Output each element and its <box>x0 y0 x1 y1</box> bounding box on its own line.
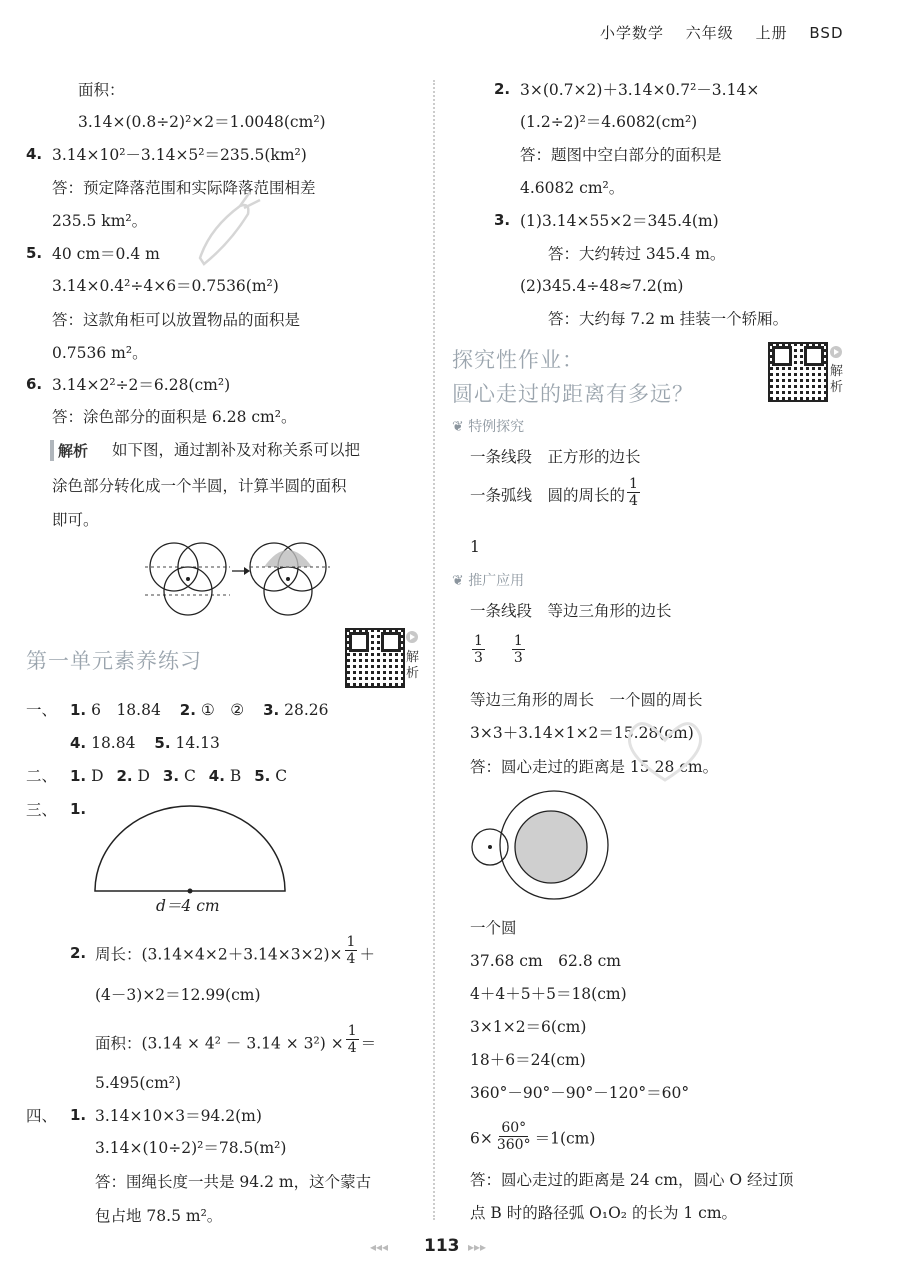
q6-line-1: 3.14×2²÷2＝6.28(cm²) <box>52 376 231 394</box>
arc-text: 一条弧线 圆的周长的 <box>470 486 626 505</box>
r-q3-line-4: 答：大约每 7.2 m 挂装一个轿厢。 <box>548 310 789 328</box>
sub2-text: 推广应用 <box>468 573 525 589</box>
r-triangle-perimeter: 等边三角形的周长 一个圆的周长 <box>470 691 703 709</box>
frac-num: 1 <box>629 476 638 492</box>
frac-den: 3 <box>513 650 523 666</box>
s2-n5: 5. <box>254 767 271 785</box>
r-q2-line-1: 3×(0.7×2)＋3.14×0.7²－3.14× <box>520 81 760 99</box>
r-calc-angle: 360°－90°－90°－120°＝60° <box>470 1084 690 1102</box>
s1-a4: 18.84 <box>91 734 136 752</box>
q4-line-2: 答：预定降落范围和实际降落范围相差 <box>52 179 316 197</box>
r-q2-number: 2. <box>494 80 511 98</box>
r-calc-15-28: 3×3＋3.14×1×2＝15.28(cm) <box>470 724 694 742</box>
s3-q2-eq: ＝ <box>360 1034 377 1053</box>
semicircle-diameter-label: d＝4 cm <box>156 897 220 915</box>
qr-code-inquiry[interactable] <box>768 342 828 402</box>
q6-line-2: 答：涂色部分的面积是 6.28 cm²。 <box>52 408 297 426</box>
page-number: 113 <box>424 1236 460 1256</box>
r-answer-15-28: 答：圆心走过的距离是 15.28 cm。 <box>470 758 719 776</box>
frac-num: 1 <box>513 633 523 649</box>
header-volume: 上册 <box>755 24 788 42</box>
s2-n1: 1. <box>70 767 87 785</box>
r-q3-line-2: 答：大约转过 345.4 m。 <box>548 245 726 263</box>
s1-n3: 3. <box>263 701 280 719</box>
frac-den: 4 <box>347 1040 357 1056</box>
sub1-text: 特例探究 <box>468 419 525 435</box>
r-values: 37.68 cm 62.8 cm <box>470 952 621 970</box>
sub-heading-special <box>452 416 524 436</box>
area-calc: 3.14×(0.8÷2)²×2＝1.0048(cm²) <box>78 113 326 131</box>
q4-line-1: 3.14×10²－3.14×5²＝235.5(km²) <box>52 146 307 164</box>
s3-q2-plus: ＋ <box>359 945 375 964</box>
s4-line-4: 包占地 78.5 m²。 <box>95 1207 223 1225</box>
s4-q1-number: 1. <box>70 1106 87 1124</box>
fraction-1-4-r <box>627 476 640 509</box>
q5-line-4: 0.7536 m²。 <box>52 344 148 362</box>
q5-number: 5. <box>26 244 43 262</box>
analysis-line-2: 涂色部分转化成一个半圆，计算半圆的面积 <box>52 477 347 495</box>
s3-q2-line-2: (4－3)×2＝12.99(cm) <box>95 986 261 1004</box>
page-nav-left-icon: ◂◂◂ <box>370 1240 389 1254</box>
s2-a5: C <box>275 767 288 785</box>
column-divider <box>433 80 435 1220</box>
s2-a4: B <box>229 767 242 785</box>
q5-line-3: 答：这款角柜可以放置物品的面积是 <box>52 311 301 329</box>
frac-den: 3 <box>474 650 483 666</box>
r-calc-24: 18＋6＝24(cm) <box>470 1051 586 1069</box>
r-one: 1 <box>470 538 480 556</box>
r-fractions-1-3 <box>470 633 527 666</box>
s3-q2-line-1 <box>95 934 375 967</box>
q4-number: 4. <box>26 145 43 163</box>
s1-a1: 6 18.84 <box>91 701 161 719</box>
play-icon <box>829 345 843 359</box>
play-icon <box>405 630 419 644</box>
s2-a3: C <box>183 767 196 785</box>
inquiry-title-2: 圆心走过的距离有多远？ <box>452 382 694 406</box>
r-answer-24-line-2: 点 B 时的路径弧 O₁O₂ 的长为 1 cm。 <box>470 1204 738 1222</box>
section-1-row-2 <box>70 733 220 753</box>
s2-a2: D <box>137 767 150 785</box>
r-line-segment-square: 一条线段 正方形的边长 <box>470 448 641 466</box>
header-subject: 小学数学 <box>600 24 665 42</box>
section-4-label: 四、 <box>26 1107 58 1125</box>
section-2-row <box>70 766 287 786</box>
r-arc-line <box>470 476 642 509</box>
r-q3-line-3: (2)345.4÷48≈7.2(m) <box>520 277 684 295</box>
s3-q1-number: 1. <box>70 800 87 818</box>
section-3-label: 三、 <box>26 801 58 819</box>
r-one-circle: 一个圆 <box>470 919 517 937</box>
s1-a5: 14.13 <box>175 734 220 752</box>
s4-line-2: 3.14×(10÷2)²＝78.5(m²) <box>95 1139 287 1157</box>
frac-num: 1 <box>346 934 356 950</box>
circles-transform-diagram <box>140 535 340 620</box>
q4-line-3: 235.5 km²。 <box>52 212 148 230</box>
s2-n4: 4. <box>208 767 225 785</box>
r-q3-number: 3. <box>494 211 511 229</box>
s1-n1: 1. <box>70 701 87 719</box>
r-q2-line-4: 4.6082 cm²。 <box>520 179 625 197</box>
fraction-1-4 <box>345 934 358 967</box>
sub-heading-apply <box>452 570 524 590</box>
semicircle-diagram <box>90 800 290 895</box>
s1-a2: ① ② <box>200 701 245 719</box>
analysis-tag: 解析 <box>50 440 88 461</box>
header-grade: 六年级 <box>685 24 734 42</box>
frac-den: 360° <box>496 1137 531 1153</box>
r-q2-line-2: (1.2÷2)²＝4.6082(cm²) <box>520 113 698 131</box>
frac-den: 4 <box>346 951 356 967</box>
r-q3-line-1: (1)3.14×55×2＝345.4(m) <box>520 212 719 230</box>
arc-result: ＝1(cm) <box>534 1129 596 1148</box>
s3-q2-perimeter: 周长：(3.14×4×2＋3.14×3×2)× <box>95 945 343 964</box>
s3-q2-line-3 <box>95 1023 377 1056</box>
fraction-1-4-b <box>346 1023 359 1056</box>
s4-line-1: 3.14×10×3＝94.2(m) <box>95 1107 262 1125</box>
header-edition: BSD <box>809 24 844 42</box>
header <box>600 22 844 43</box>
s4-line-3: 答：围绳长度一共是 94.2 m，这个蒙古 <box>95 1173 372 1191</box>
s1-a3: 28.26 <box>284 701 329 719</box>
s3-q2-number: 2. <box>70 944 87 962</box>
s1-n2: 2. <box>179 701 196 719</box>
frac-den: 4 <box>629 493 638 509</box>
section-2-label: 二、 <box>26 767 58 785</box>
s3-q2-line-4: 5.495(cm²) <box>95 1074 182 1092</box>
heart-watermark-icon <box>600 680 730 830</box>
frac-num: 1 <box>347 1023 357 1039</box>
frac-num: 1 <box>474 633 483 649</box>
section-1-row-1 <box>70 700 329 720</box>
qr-label-inquiry: 解析 <box>830 364 844 395</box>
r-line-segment-triangle: 一条线段 等边三角形的边长 <box>470 602 672 620</box>
carrot-watermark-icon <box>190 188 265 273</box>
s1-n4: 4. <box>70 734 87 752</box>
frac-num: 60° <box>501 1120 527 1136</box>
fraction-1-3-a <box>472 633 485 666</box>
fraction-1-3-b <box>512 633 525 666</box>
s2-n3: 3. <box>162 767 180 785</box>
fraction-60-360 <box>495 1120 533 1153</box>
rolling-circle-diagram <box>466 785 611 905</box>
page-nav-right-icon: ▸▸▸ <box>468 1240 487 1254</box>
s1-n5: 5. <box>154 734 171 752</box>
r-calc-arc <box>470 1120 596 1153</box>
area-label: 面积： <box>78 81 125 99</box>
r-calc-18: 4＋4＋5＋5＝18(cm) <box>470 985 627 1003</box>
arc-6x: 6× <box>470 1129 493 1148</box>
analysis-line-3: 即可。 <box>52 511 99 529</box>
qr-label-unit: 解析 <box>406 650 420 681</box>
r-calc-6: 3×1×2＝6(cm) <box>470 1018 587 1036</box>
inquiry-title-1: 探究性作业： <box>452 348 584 372</box>
unit-title: 第一单元素养练习 <box>26 649 202 673</box>
r-answer-24-line-1: 答：圆心走过的距离是 24 cm，圆心 O 经过顶 <box>470 1171 794 1189</box>
leaf-icon: ❦ <box>452 573 469 589</box>
section-1-label: 一、 <box>26 701 58 719</box>
q5-line-2: 3.14×0.4²÷4×6＝0.7536(m²) <box>52 277 279 295</box>
s2-n2: 2. <box>116 767 133 785</box>
r-q2-line-3: 答：题图中空白部分的面积是 <box>520 146 722 164</box>
q5-line-1: 40 cm＝0.4 m <box>52 245 160 263</box>
qr-code-unit[interactable] <box>345 628 405 688</box>
analysis-line-1: 如下图，通过割补及对称关系可以把 <box>112 441 361 459</box>
leaf-icon: ❦ <box>452 419 469 435</box>
s2-a1: D <box>91 767 104 785</box>
s3-q2-area: 面积：(3.14 × 4² － 3.14 × 3²) × <box>95 1034 344 1053</box>
q6-number: 6. <box>26 375 43 393</box>
